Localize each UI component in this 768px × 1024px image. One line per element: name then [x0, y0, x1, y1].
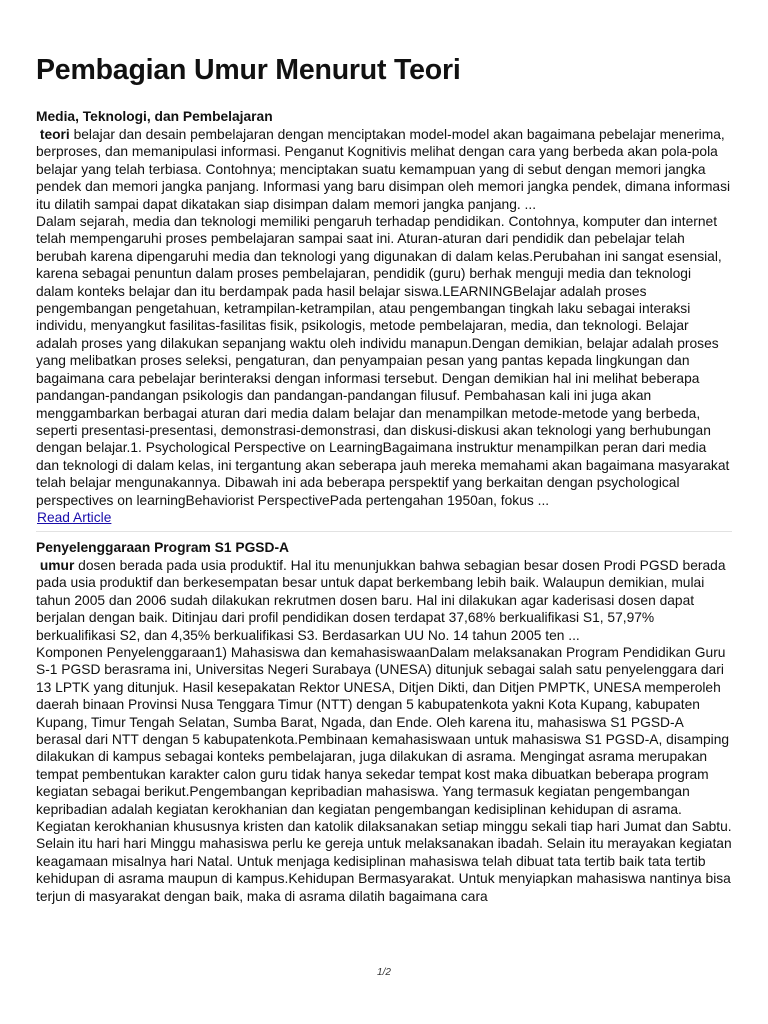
article-snippet	[36, 126, 732, 213]
article-program-s1-pgsd	[36, 539, 732, 905]
read-article-link[interactable]: Read Article	[37, 509, 112, 525]
article-body: Komponen Penyelenggaraan1) Mahasiswa dan kemahasiswaanDalam melaksanakan Program Pendidikan Guru S-1 PGSD berasrama ini, Universitas Negeri Surabaya (UNESA) ditunjuk sebagai salah satu penyelenggara dari 13 LPTK yang ditunjuk. Hasil kesepakatan Rektor UNESA, Ditjen Dikti, dan Ditjen PMPTK, UNESA memperoleh daerah binaan Provinsi Nusa Tenggara Timur (NTT) dengan 5 kabupatenkota yakni Kota Kupang, kabupaten Kupang, Timur Tengah Selatan, Sumba Barat, Ngada, dan Ende. Oleh karena itu, mahasiswa S1 PGSD-A berasal dari NTT dengan 5 kabupatenkota.Pembinaan kemahasiswaan untuk mahasiswa S1 PGSD-A, disamping dilakukan di kampus sebagai konteks pembelajaran, juga dilakukan di asrama. Mengingat asrama merupakan tempat pembentukan karakter calon guru tidak hanya sekedar tempat kost maka dibuatkan beberapa program kegiatan sebagai berikut.Pengembangan kepribadian mahasiswa. Yang termasuk kegiatan pengembangan kepribadian adalah kegiatan kerokhanian dan kegiatan pengembangan kedisiplinan kehidupan di asrama. Kegiatan kerokhanian khususnya kristen dan katolik dilaksanakan setiap minggu sekali tiap hari Jumat dan Sabtu. Selain itu hari hari Minggu mahasiswa perlu ke gereja untuk melaksanakan ibadah. Selain itu merayakan kegiatan keagamaan misalnya hari Natal. Untuk menjaga kedisiplinan mahasiswa telah dibuat tata tertib baik tata tertib kehidupan di asrama maupun di kampus.Kehidupan Bermasyarakat. Untuk menyiapkan mahasiswa nantinya bisa terjun di masyarakat dengan baik, maka di asrama dilatih bagaimana cara	[36, 644, 732, 904]
article-heading: Media, Teknologi, dan Pembelajaran	[36, 109, 273, 124]
snippet-text: dosen berada pada usia produktif. Hal itu menunjukkan bahwa sebagian besar dosen Prodi PGSD berada pada usia produktif dan berkesempatan besar untuk dapat berkembang lebih baik. Walaupun demikian, mulai tahun 2005 dan 2006 sudah dilakukan rekrutmen dosen baru. Hal ini dilakukan agar kaderisasi dosen dapat berjalan dengan baik. Ditinjau dari profil pendidikan dosen terdapat 37,68% berkualifikasi S1, 57,97% berkualifikasi S2, dan 4,35% berkualifikasi S3. Berdasarkan UU No. 14 tahun 2005 ten ...	[36, 557, 726, 643]
article-heading: Penyelenggaraan Program S1 PGSD-A	[36, 539, 290, 555]
article-body: Dalam sejarah, media dan teknologi memiliki pengaruh terhadap pendidikan. Contohnya, komputer dan internet telah mempengaruhi proses pembelajaran sampai saat ini. Aturan-aturan dari pendidik dan pebelajar telah berubah karena dipengaruhi media dan teknologi yang digunakan di dalam kelas.Perubahan ini sangat esensial, karena sebagai penuntun dalam proses pembelajaran, pendidik (guru) berhak menguji media dan teknologi dalam konteks belajar dan itu berdampak pada hasil belajar siswa.LEARNINGBelajar adalah proses pengembangan pengetahuan, ketrampilan-ketrampilan, atau pengembangan tingkah laku sebagai interaksi individu, menyangkut fasilitas-fasilitas fisik, psikologis, metode pembelajaran, media, dan teknologi. Belajar adalah proses yang dilakukan sepanjang waktu oleh individu manapun.Dengan demikian, belajar adalah proses yang melibatkan proses seleksi, pengaturan, dan penyampaian pesan yang pantas kepada lingkungan dan bagaimana cara pebelajar berinteraksi dengan informasi tersebut. Dengan demikian hal ini melihat beberapa pandangan-pandangan psikologis dan pandangan-pandangan filusuf. Pembahasan kali ini juga akan menggambarkan berbagai aturan dari media dalam belajar dan menampilkan metode-metode yang berbeda, seperti presentasi-presentasi, demonstrasi-demonstrasi, dan diskusi-diskusi akan teknologi yang berhubungan dengan belajar.1. Psychological Perspective on LearningBagaimana instruktur menampilkan peran dari media dan teknologi di dalam kelas, ini tergantung akan seberapa jauh mereka memahami akan bagaimana masyarakat telah belajar mengunakannya. Dibawah ini ada beberapa perspektif yang berkaitan dengan psychological perspectives on learningBehaviorist PerspectivePada pertengahan 1950an, fokus ...	[36, 214, 730, 508]
article-divider	[36, 531, 732, 532]
article-snippet	[36, 557, 732, 644]
document-page	[36, 52, 732, 905]
article-media-teknologi	[36, 108, 732, 527]
highlighted-keyword: umur	[39, 557, 75, 573]
snippet-text: belajar dan desain pembelajaran dengan menciptakan model-model akan bagaimana pebelajar menerima, berproses, dan memanipulasi informasi. Penganut Kognitivis melihat dengan cara yang berbeda akan pola-pola belajar yang telah terbiasa. Contohnya; menciptakan suatu kemampuan yang di sebut dengan memori jangka pendek dan memori jangka panjang. Informasi yang baru disimpan oleh memori jangka pendek, dimana informasi itu dilatih sampai dapat dikatakan siap disimpan dalam memori jangka panjang. ...	[36, 127, 731, 212]
page-title: Pembagian Umur Menurut Teori	[36, 54, 461, 86]
highlighted-keyword: teori	[39, 127, 70, 142]
page-number: 1/2	[377, 967, 391, 978]
